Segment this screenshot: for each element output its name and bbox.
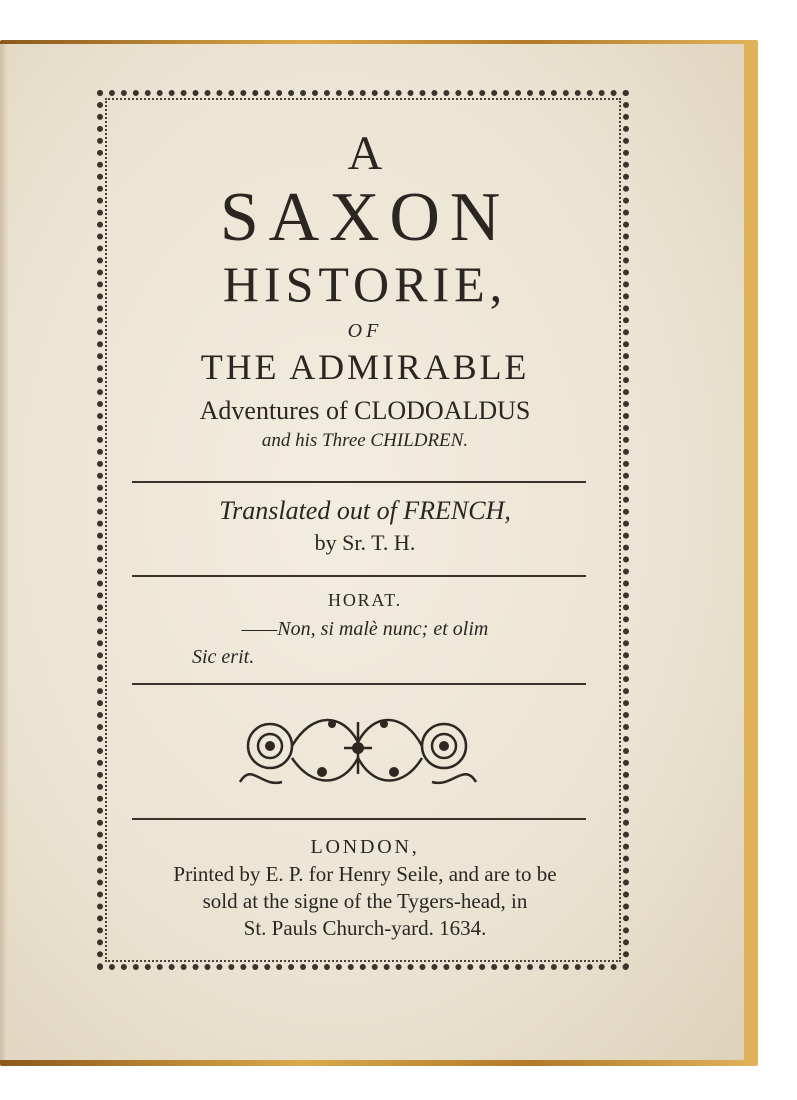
binding-gutter — [0, 44, 8, 1060]
rule-3 — [132, 683, 586, 685]
epigraph-line-1: ——Non, si malè nunc; et olim — [241, 618, 489, 640]
rule-1 — [132, 481, 586, 483]
title-line-of: OF — [347, 320, 383, 342]
imprint-line-1: Printed by E. P. for Henry Seile, and are to be — [173, 862, 557, 886]
imprint-line-2: sold at the signe of the Tygers-head, in — [202, 889, 528, 913]
translator-line: by Sr. T. H. — [314, 530, 416, 555]
title-line-adventures: Adventures of CLODOALDUS — [199, 396, 531, 425]
printers-ornament — [232, 702, 484, 794]
title-line-admirable: THE ADMIRABLE — [200, 347, 530, 387]
translation-line: Translated out of FRENCH, — [219, 496, 511, 525]
title-line-saxon: SAXON — [219, 179, 511, 256]
rule-2 — [132, 575, 586, 577]
rule-4 — [132, 818, 586, 820]
imprint-line-3: St. Pauls Church-yard. 1634. — [243, 916, 487, 940]
title-line-children: and his Three CHILDREN. — [261, 430, 469, 451]
epigraph-author: HORAT. — [328, 590, 402, 610]
title-line-a: A — [347, 127, 383, 180]
imprint-city: LONDON, — [310, 836, 420, 858]
epigraph-line-2: Sic erit. — [192, 646, 255, 668]
title-line-historie: HISTORIE, — [222, 256, 508, 312]
